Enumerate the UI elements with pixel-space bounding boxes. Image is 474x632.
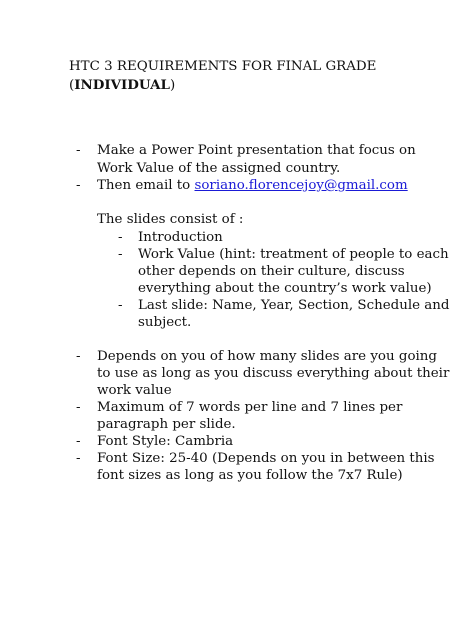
bullet-marker: - (76, 434, 81, 449)
title-open-paren: ( (69, 78, 75, 93)
bullet-marker: - (76, 451, 81, 466)
email-link[interactable]: soriano.florencejoy@gmail.com (194, 178, 408, 193)
slides-sub2-line1: Work Value (hint: treatment of people to each (138, 247, 449, 262)
title-line-1: HTC 3 REQUIREMENTS FOR FINAL GRADE (69, 59, 377, 74)
list1-item2 (97, 177, 408, 194)
slides-sub2-line3: everything about the country’s work value) (138, 281, 432, 296)
sub-marker: - (118, 247, 123, 262)
document-title (69, 58, 449, 95)
slides-sub1: Introduction (138, 230, 223, 245)
email-prefix: Then email to (97, 178, 195, 193)
list2-item1-line3: work value (97, 383, 172, 398)
bullet-marker: - (76, 143, 81, 158)
slides-sub3-line1: Last slide: Name, Year, Section, Schedule and (138, 298, 450, 313)
sub-marker: - (118, 230, 123, 245)
title-close-paren: ) (169, 78, 176, 93)
slides-intro: The slides consist of : (97, 212, 244, 227)
list2-item4-line1: Font Size: 25-40 (Depends on you in between this (97, 451, 435, 466)
slides-sub2-line2: other depends on their culture, discuss (138, 264, 405, 279)
title-line-2 (69, 76, 449, 95)
list2-item2-line2: paragraph per slide. (97, 417, 236, 432)
list2-item1-line2: to use as long as you discuss everything about their (97, 366, 450, 381)
list2-item3: Font Style: Cambria (97, 434, 234, 449)
bullet-marker: - (76, 178, 81, 193)
list1-item1-line1: Make a Power Point presentation that focus on (97, 143, 416, 158)
slides-sub3-line2: subject. (138, 315, 192, 330)
sub-marker: - (118, 298, 123, 313)
list1-item1-line2: Work Value of the assigned country. (97, 161, 341, 176)
bullet-marker: - (76, 349, 81, 364)
bullet-marker: - (76, 400, 81, 415)
list2-item1-line1: Depends on you of how many slides are you going (97, 349, 437, 364)
title-individual: INDIVIDUAL (74, 77, 170, 93)
list2-item4-line2: font sizes as long as you follow the 7x7 Rule) (97, 468, 403, 483)
list2-item2-line1: Maximum of 7 words per line and 7 lines per (97, 400, 403, 415)
